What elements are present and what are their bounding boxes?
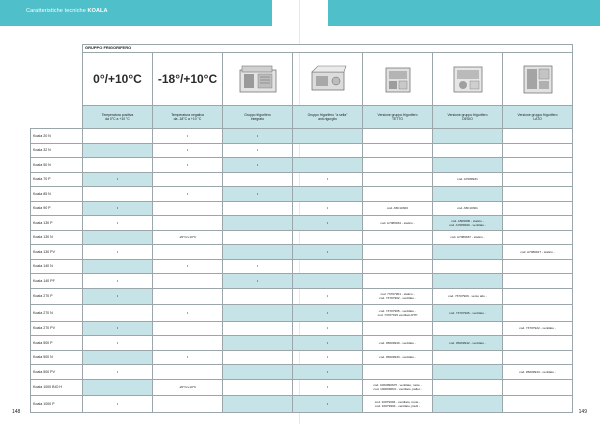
table-cell: • (293, 321, 363, 336)
page-title: Caratteristiche tecniche KOALA (26, 8, 108, 14)
row-label: Koala 32 N (31, 143, 83, 158)
table-cell: cod. A509906 - statico - cod. A7089940 - ventilato - (433, 216, 503, 231)
group-title: GRUPPO FRIGORIFERO (83, 45, 573, 53)
table-cell: • (83, 336, 153, 351)
table-cell: • (223, 158, 293, 173)
table-cell: cod. 10009906/H - ventilato, ruote - cod. 10009906/J - ventilato, pallet - (363, 379, 433, 396)
row-label: Koala 140 N (31, 259, 83, 274)
row-label: Koala 1000 P (31, 396, 83, 413)
table-cell: • (293, 305, 363, 322)
table-cell (503, 274, 573, 289)
table-cell: • (153, 305, 223, 322)
table-cell (83, 350, 153, 365)
table-row (31, 365, 573, 380)
table-cell: cod. A7089937 - statico - (433, 230, 503, 245)
table-cell: cod. 73707922 - ventilato - (503, 321, 573, 336)
table-row (31, 245, 573, 260)
column-label: Gruppo frigorifero "a sella" anti-rigurgito (293, 106, 363, 129)
back-unit-icon (446, 62, 490, 96)
table-cell (433, 396, 503, 413)
table-cell (223, 350, 293, 365)
table-cell (223, 230, 293, 245)
table-cell (503, 143, 573, 158)
table-cell: cod. A7089934 - statico - (363, 216, 433, 231)
table-row (31, 350, 573, 365)
unit-image-integrated (223, 53, 293, 106)
unit-image-roof (363, 53, 433, 106)
table-cell (293, 230, 363, 245)
unit-image-back (433, 53, 503, 106)
table-cell (223, 305, 293, 322)
column-label: Versione gruppo frigorifero LATO (503, 106, 573, 129)
table-cell (503, 350, 573, 365)
table-cell (293, 187, 363, 202)
table-cell (433, 350, 503, 365)
row-label: Koala 90 P (31, 201, 83, 216)
table-cell (503, 336, 573, 351)
table-cell: • (223, 274, 293, 289)
table-cell (503, 379, 573, 396)
table-cell: • (83, 201, 153, 216)
table-cell: • (293, 216, 363, 231)
table-cell: • (223, 143, 293, 158)
table-cell (363, 129, 433, 144)
table-row (31, 187, 573, 202)
header-band-right (328, 0, 600, 26)
table-cell (433, 379, 503, 396)
table-cell (223, 365, 293, 380)
table-cell (503, 129, 573, 144)
spec-table (30, 44, 573, 413)
table-cell: • (83, 288, 153, 305)
table-cell (503, 305, 573, 322)
table-row (31, 336, 573, 351)
brand-name: KOALA (87, 8, 108, 14)
page-number-left: 148 (12, 409, 21, 415)
table-cell (503, 187, 573, 202)
table-cell (433, 245, 503, 260)
table-cell: • (293, 365, 363, 380)
table-cell (293, 274, 363, 289)
table-cell (433, 259, 503, 274)
table-cell (363, 172, 433, 187)
roof-unit-icon (376, 62, 420, 96)
table-cell: cod. 05009934 - ventilato - (363, 350, 433, 365)
table-cell: • (153, 187, 223, 202)
table-cell: • (223, 259, 293, 274)
table-cell (83, 379, 153, 396)
table-cell: • (83, 321, 153, 336)
table-cell (363, 230, 433, 245)
table-cell: • (153, 259, 223, 274)
table-cell: • (293, 379, 363, 396)
table-cell (503, 259, 573, 274)
column-label: Versione gruppo frigorifero DESIO (433, 106, 503, 129)
table-row (31, 305, 573, 322)
table-cell (433, 365, 503, 380)
table-row (31, 288, 573, 305)
row-label: Koala 1000 BIO H (31, 379, 83, 396)
table-cell (293, 158, 363, 173)
table-cell: • (153, 158, 223, 173)
table-row (31, 201, 573, 216)
row-label: Koala 140 PF (31, 274, 83, 289)
unit-image-saddle (293, 53, 363, 106)
table-cell: • (83, 172, 153, 187)
table-cell: • (293, 396, 363, 413)
table-cell: cod. 05009942 - ventilato - (433, 336, 503, 351)
table-cell: • (293, 288, 363, 305)
table-cell: cod. 05009940 - ventilato - (363, 336, 433, 351)
table-cell (433, 321, 503, 336)
row-label: Koala 50 N (31, 158, 83, 173)
table-cell (83, 259, 153, 274)
table-cell (363, 143, 433, 158)
table-cell: cod. A5F10303 (363, 201, 433, 216)
table-cell (433, 158, 503, 173)
saddle-unit-icon (306, 62, 350, 96)
row-label: Koala 85 N (31, 187, 83, 202)
table-cell (503, 172, 573, 187)
table-row (31, 396, 573, 413)
table-cell (83, 305, 153, 322)
table-cell (223, 172, 293, 187)
table-cell (503, 396, 573, 413)
table-cell: cod. 73707901 - statico - cod. 73707902 - ventilato - (363, 288, 433, 305)
corner-cell (31, 106, 83, 129)
temp-positive: 0°/+10°C (83, 53, 153, 106)
row-label: Koala 500 PV (31, 365, 83, 380)
table-cell (153, 321, 223, 336)
table-cell (433, 187, 503, 202)
table-cell: • (153, 129, 223, 144)
table-cell: cod. 73707905 - ventilato - cod. 73707915 ventilato RTP (363, 305, 433, 322)
side-unit-icon (516, 62, 560, 96)
table-cell (83, 158, 153, 173)
table-cell: cod. A5F10301 (433, 201, 503, 216)
table-cell (363, 274, 433, 289)
column-label: Temperatura positiva da 0°C a +10 °C (83, 106, 153, 129)
table-cell: -20°C/+10°C (153, 230, 223, 245)
table-cell (433, 143, 503, 158)
table-cell: • (223, 129, 293, 144)
table-cell (293, 259, 363, 274)
table-cell: • (223, 187, 293, 202)
table-cell (223, 245, 293, 260)
table-cell (153, 172, 223, 187)
table-row (31, 158, 573, 173)
table-cell: • (293, 172, 363, 187)
table-cell: cod. 05009943 - ventilato - (503, 365, 573, 380)
table-cell: cod. 10079903 - ventilato, ruote - cod. 10079904 - ventilato, piedi - (363, 396, 433, 413)
table-row (31, 274, 573, 289)
table-cell (223, 288, 293, 305)
table-cell (363, 321, 433, 336)
row-label: Koala 500 N (31, 350, 83, 365)
corner-cell (31, 53, 83, 106)
row-label: Koala 270 P (31, 288, 83, 305)
table-cell (503, 201, 573, 216)
row-label: Koala 70 P (31, 172, 83, 187)
table-cell: • (83, 274, 153, 289)
table-cell (83, 187, 153, 202)
table-cell: • (293, 201, 363, 216)
row-label: Koala 270 PV (31, 321, 83, 336)
column-label: Versione gruppo frigorifero TETTO (363, 106, 433, 129)
table-cell (153, 245, 223, 260)
table-cell (153, 201, 223, 216)
table-cell (223, 336, 293, 351)
table-cell: • (83, 216, 153, 231)
table-cell: • (293, 350, 363, 365)
table-cell: cod. A7089917 - statico - (503, 245, 573, 260)
table-cell: • (293, 245, 363, 260)
table-cell (223, 396, 293, 413)
table-cell (153, 365, 223, 380)
table-cell (503, 288, 573, 305)
table-cell (223, 321, 293, 336)
row-label: Koala 270 N (31, 305, 83, 322)
table-row (31, 216, 573, 231)
table-cell: cod. 73707906 - ventilato - (433, 305, 503, 322)
table-cell (293, 129, 363, 144)
table-cell (363, 187, 433, 202)
table-cell (503, 230, 573, 245)
table-cell: • (83, 396, 153, 413)
table-cell: • (293, 336, 363, 351)
table-cell (83, 230, 153, 245)
page-number-right: 149 (578, 409, 587, 415)
table-cell (153, 216, 223, 231)
table-cell (363, 158, 433, 173)
table-cell: cod. 73707909 - verso alto - (433, 288, 503, 305)
row-label: Koala 130 N (31, 230, 83, 245)
table-cell (153, 274, 223, 289)
row-label: Koala 20 N (31, 129, 83, 144)
table-cell (83, 143, 153, 158)
table-cell (153, 336, 223, 351)
table-row (31, 379, 573, 396)
table-cell (433, 274, 503, 289)
column-label: Gruppo frigorifero integrato (223, 106, 293, 129)
table-cell (363, 245, 433, 260)
table-row (31, 230, 573, 245)
row-label: Koala 130 P (31, 216, 83, 231)
unit-image-side (503, 53, 573, 106)
row-label: Koala 130 PV (31, 245, 83, 260)
table-cell (83, 129, 153, 144)
column-label: Temperatura negativa da -18°C a +10 °C (153, 106, 223, 129)
table-cell (503, 216, 573, 231)
table-cell (503, 158, 573, 173)
table-cell: • (153, 350, 223, 365)
table-cell: • (153, 143, 223, 158)
row-label: Koala 500 P (31, 336, 83, 351)
table-cell (153, 288, 223, 305)
table-cell (363, 365, 433, 380)
table-cell: • (83, 365, 153, 380)
table-cell: -20°C/+10°C (153, 379, 223, 396)
table-cell (293, 143, 363, 158)
table-cell (223, 216, 293, 231)
temp-negative: -18°/+10°C (153, 53, 223, 106)
table-row (31, 321, 573, 336)
table-cell (433, 129, 503, 144)
table-row (31, 259, 573, 274)
table-row (31, 129, 573, 144)
table-row (31, 172, 573, 187)
table-cell (363, 259, 433, 274)
table-cell: cod. A7089931 (433, 172, 503, 187)
corner-cell (31, 45, 83, 53)
table-cell (153, 396, 223, 413)
table-row (31, 143, 573, 158)
table-cell (223, 201, 293, 216)
table-cell: • (83, 245, 153, 260)
table-cell (223, 379, 293, 396)
refrigeration-unit-icon (236, 62, 280, 96)
